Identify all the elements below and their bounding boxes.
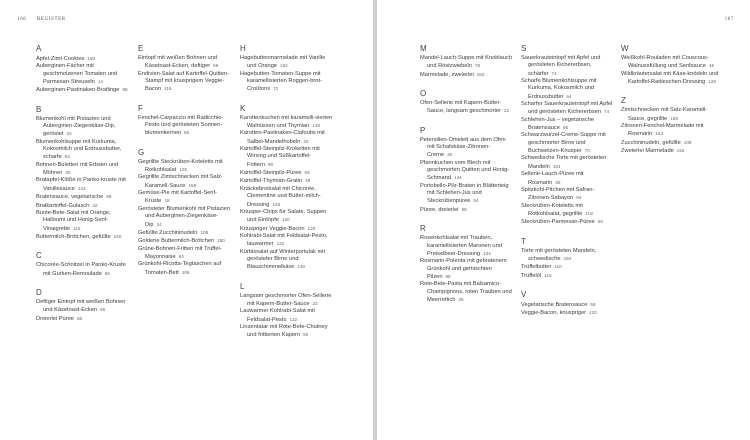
index-section bbox=[420, 126, 514, 214]
entry-page-number: 24 bbox=[156, 221, 162, 227]
index-entry bbox=[521, 187, 615, 203]
entry-title: Gefüllte Zucchininudeln bbox=[138, 229, 198, 236]
entry-title: Vegetarische Bratensauce bbox=[521, 301, 588, 308]
section-letter: C bbox=[36, 251, 42, 261]
section-letter: O bbox=[420, 89, 427, 99]
index-column bbox=[240, 44, 336, 350]
entry-page-number: 118 bbox=[164, 86, 172, 92]
entry-page-number: 154 bbox=[563, 255, 572, 261]
index-entry bbox=[36, 116, 128, 139]
entry-page-number: 56 bbox=[104, 270, 110, 276]
index-entry bbox=[240, 146, 336, 169]
index-entry bbox=[420, 71, 514, 79]
index-entry bbox=[240, 225, 336, 233]
entry-title: Zitronen-Fenchel-Marmelade mit Rosmarin bbox=[621, 123, 704, 138]
index-entry bbox=[521, 78, 615, 101]
entry-page-number: 56 bbox=[106, 194, 112, 200]
entry-title: Fenchel-Carpaccio mit Radicchio-Pesto und gerösteten Sonnen-blumenkernen bbox=[138, 114, 224, 137]
entry-title: Langsam geschmorter Ofen-Sellerie mit Kapern-Butter-Sauce bbox=[240, 292, 332, 307]
entry-title: Eintopf mit weißen Bohnen und Käsetoast-Ecken, deftiger bbox=[138, 55, 218, 70]
entry-title: Blumenkohlsuppe mit Kurkuma, Kokosmilch und Erdnussbutter, scharfe bbox=[36, 138, 122, 161]
index-entry bbox=[621, 147, 721, 155]
entry-page-number: 110 bbox=[544, 272, 552, 278]
left-page bbox=[0, 0, 373, 440]
index-entry bbox=[138, 246, 230, 262]
entry-page-number: 130 bbox=[281, 217, 290, 223]
index-entry bbox=[521, 272, 615, 280]
entry-page-number: 152 bbox=[676, 148, 685, 154]
entry-page-number: 72 bbox=[273, 86, 279, 92]
entry-title: Zimtschnecken mit Salz-Karamell-Sauce, gegrillte bbox=[621, 107, 708, 122]
index-entry bbox=[138, 190, 230, 206]
section-letter: S bbox=[521, 44, 527, 53]
entry-page-number: 28 bbox=[458, 296, 464, 302]
entry-title: Torte mit gerösteten Mandeln, schwedische bbox=[521, 247, 597, 262]
entry-title: Rote-Bete-Pasta mit Balsamico-Champignons, roten Trauben und Meerrettich bbox=[420, 281, 512, 303]
entry-title: Chicorée-Schnitzel in Panko-Kruste mit Gurken-Remoulade bbox=[36, 262, 126, 277]
entry-title: Kartoffel-Steinpilz-Püree bbox=[240, 170, 302, 177]
index-entry bbox=[240, 324, 336, 340]
entry-title: Karottenkuchen mit karamelli-sierten Walnüssen und Thymian bbox=[240, 114, 333, 130]
index-section bbox=[240, 104, 336, 272]
index-entry bbox=[138, 237, 230, 245]
entry-title: Ofen-Sellerie mit Kapern-Butter-Sauce, langsam geschmorter bbox=[420, 100, 502, 115]
index-entry bbox=[36, 202, 128, 210]
index-entry bbox=[621, 71, 721, 87]
entry-page-number: 142 bbox=[77, 185, 86, 191]
entry-page-number: 66 bbox=[213, 63, 219, 69]
entry-page-number: 86 bbox=[184, 130, 190, 136]
index-entry bbox=[521, 132, 615, 155]
index-entry bbox=[240, 169, 336, 177]
entry-page-number: 64 bbox=[64, 154, 70, 160]
entry-title: Kürbissalat auf Winterportulak mit gerösteter Birne und Blauschimmelkäse bbox=[240, 248, 326, 271]
index-entry bbox=[420, 137, 514, 160]
index-column bbox=[36, 44, 128, 333]
index-section bbox=[240, 44, 336, 94]
entry-title: Gegrillte Steckrüben-Koteletts mit Rotkohlsalat bbox=[138, 158, 223, 174]
index-section bbox=[420, 89, 514, 116]
entry-title: Steckrüben-Parmesan-Püree bbox=[521, 219, 595, 226]
entry-page-number: 48 bbox=[305, 178, 311, 184]
entry-page-number: 98 bbox=[445, 273, 451, 279]
entry-page-number: 64 bbox=[566, 93, 572, 99]
entry-page-number: 150 bbox=[217, 238, 225, 244]
entry-title: Bratensauce, vegetarische bbox=[36, 194, 104, 201]
entry-page-number: 70 bbox=[584, 148, 590, 154]
index-entry bbox=[621, 123, 721, 139]
entry-page-number: 56 bbox=[590, 301, 596, 307]
index-entry bbox=[240, 308, 336, 324]
index-entry bbox=[138, 115, 230, 138]
entry-title: Rosenkohlsalat mit Trauben, karamellisierten Maronen und Preiselbeer-Dressing bbox=[420, 235, 502, 257]
index-entry bbox=[420, 183, 514, 206]
entry-title: Marmelade, zweierlei bbox=[420, 71, 474, 78]
index-entry bbox=[138, 229, 230, 237]
entry-page-number: 22 bbox=[312, 300, 318, 306]
entry-page-number: 126 bbox=[708, 79, 717, 85]
index-entry bbox=[521, 301, 615, 309]
entry-page-number: 144 bbox=[454, 175, 462, 181]
entry-page-number: 66 bbox=[100, 307, 106, 313]
entry-title: Dreierlei Püree bbox=[36, 315, 74, 322]
entry-title: Knusper-Chips für Salate, Suppen und Eintöpfe bbox=[240, 208, 327, 224]
entry-page-number: 24 bbox=[66, 131, 72, 137]
index-section bbox=[240, 282, 336, 340]
entry-title: Blumenkohl mit Pistazien und Auberginen-Ziegenkäse-Dip, geröstet bbox=[36, 115, 116, 138]
entry-title: Püree, dreierlei bbox=[420, 206, 459, 213]
entry-title: Schlehen-Jus – vegetarische Bratensauce bbox=[521, 116, 595, 132]
index-entry bbox=[138, 71, 230, 94]
index-entry bbox=[240, 293, 336, 309]
entry-page-number: 148 bbox=[312, 123, 320, 129]
entry-title: Auberginen-Fächer mit geschmolzenen Tomaten und Parmesan-Streuseln bbox=[36, 63, 118, 86]
entry-title: Linsentatar mit Rote-Bete-Chutney und frittierten Kapern bbox=[240, 323, 328, 339]
section-letter: V bbox=[521, 289, 527, 299]
left-page-number: 166 bbox=[17, 17, 27, 22]
entry-title: Trüffelbutter bbox=[521, 264, 552, 271]
entry-title: Knäckebrotsalat mit Chicorée, Clementine und Butter-milch-Dressing bbox=[240, 185, 321, 208]
entry-page-number: 108 bbox=[683, 139, 692, 145]
section-letter: K bbox=[240, 103, 246, 113]
entry-title: Schwedische Torte mit gerösteten Mandeln bbox=[521, 155, 607, 170]
index-section bbox=[420, 224, 514, 304]
section-letter: D bbox=[36, 287, 42, 297]
entry-title: Grüne-Bohnen-Fritten mit Trüffel-Mayonnaise bbox=[138, 245, 222, 260]
index-entry bbox=[36, 55, 128, 63]
index-entry bbox=[521, 309, 615, 317]
index-entry bbox=[420, 55, 514, 71]
index-section bbox=[36, 288, 128, 323]
entry-page-number: 56 bbox=[562, 125, 569, 131]
entry-title: Pfannkuchen vom Blech mit geschmorten Quitten und Honig-Schmand bbox=[420, 159, 510, 182]
section-letter: Z bbox=[621, 96, 626, 106]
index-entry bbox=[420, 235, 514, 258]
entry-title: Knuspriger Veggie-Bacon bbox=[240, 225, 305, 232]
index-entry bbox=[420, 206, 514, 214]
entry-title: Schwarzwurzel-Creme-Suppe mit geschmorter Birne und Buchweizen-Knusper bbox=[521, 132, 606, 155]
entry-page-number: 150 bbox=[113, 233, 122, 239]
index-section bbox=[420, 44, 514, 79]
index-entry bbox=[521, 203, 615, 219]
index-entry bbox=[621, 107, 721, 123]
index-column bbox=[138, 44, 230, 287]
index-entry bbox=[36, 210, 128, 233]
entry-page-number: 59 bbox=[597, 219, 603, 225]
entry-page-number: 154 bbox=[552, 163, 561, 169]
index-entry bbox=[240, 233, 336, 249]
entry-title: Sauerkrauteintopf mit Apfel und gerösteten Kichererbsen, schärfer bbox=[521, 55, 601, 77]
index-entry bbox=[521, 171, 615, 187]
section-letter: F bbox=[138, 103, 143, 113]
running-header: REGISTER bbox=[37, 17, 66, 22]
section-letter: E bbox=[138, 44, 144, 53]
index-entry bbox=[240, 177, 336, 185]
entry-page-number: 122 bbox=[289, 316, 298, 322]
entry-title: Spitzkohl-Pitchen mit Safran-Zitronen-Sabayon bbox=[521, 186, 595, 202]
entry-page-number: 46 bbox=[708, 63, 715, 69]
index-section bbox=[138, 104, 230, 138]
index-entry bbox=[420, 100, 514, 116]
entry-title: Lauwarmer Kohlrabi-Salat mit Feldsalat-Pesto bbox=[240, 308, 315, 323]
entry-page-number: 74 bbox=[551, 70, 557, 76]
entry-title: Kohlrabi-Salat mit Feldsalat-Pesto, lauwarmer bbox=[240, 232, 328, 248]
entry-title: Bunte-Bete-Salat mit Orange, Halloumi und Honig-Senf-Vinaigrette bbox=[36, 209, 111, 232]
index-entry bbox=[36, 86, 128, 94]
entry-title: Karotten-Pastinaken-Clafoutis mit Salbei-Mandelhobeln bbox=[240, 130, 325, 145]
index-entry bbox=[36, 193, 128, 201]
right-page-number: 167 bbox=[724, 17, 734, 22]
entry-page-number: 158 bbox=[188, 182, 197, 188]
entry-page-number: 58 bbox=[76, 315, 83, 321]
index-entry bbox=[240, 130, 336, 146]
entry-page-number: 14 bbox=[97, 79, 103, 85]
index-section bbox=[36, 251, 128, 278]
index-entry bbox=[521, 263, 615, 271]
index-entry bbox=[138, 55, 230, 71]
section-letter: P bbox=[420, 125, 426, 135]
entry-title: Trüffelöl bbox=[521, 272, 542, 279]
index-entry bbox=[240, 71, 336, 94]
entry-page-number: 134 bbox=[483, 250, 491, 256]
entry-title: Bratapfel-Klöße in Panko-kruste mit Vanillesauce bbox=[36, 177, 126, 192]
entry-title: Petersilien-Omelett aus dem Ofen mit Schafskäse-Zitronen-Creme bbox=[420, 136, 506, 159]
entry-page-number: 74 bbox=[604, 109, 610, 115]
entry-title: Grünkohl-Ricotta-Tegtaschen auf Tomaten-Bett bbox=[138, 261, 222, 276]
index-section bbox=[521, 237, 615, 280]
entry-title: Hagebuttenmarmelade mit Vanille und Orange bbox=[240, 55, 326, 70]
entry-title: Rosmarin-Polenta mit gebratenem Grünkohl und gemischten Pilzen bbox=[420, 258, 507, 280]
entry-page-number: 108 bbox=[200, 229, 209, 235]
entry-page-number: 153 bbox=[655, 131, 664, 137]
entry-title: Apfel-Zimt-Cookies bbox=[36, 56, 85, 62]
entry-title: Portobello-Pilz-Braten in Blätterteig mit Schlehen-Jus und Steckrübenpüree bbox=[420, 182, 509, 205]
entry-page-number: 54 bbox=[473, 198, 479, 204]
index-section bbox=[621, 96, 721, 155]
entry-title: Auberginen-Pastinaken-Bratlinge bbox=[36, 87, 120, 94]
entry-title: Gegrillte Zimtschnecken mit Salz-Karamell-Sauce bbox=[138, 174, 223, 189]
index-entry bbox=[138, 261, 230, 277]
entry-title: Kartoffel-Steinpilz-Kroketten mit Wirsing und Süßkartoffel-Frittern bbox=[240, 146, 320, 168]
entry-title: Kartoffel-Thymian-Gratin bbox=[240, 178, 303, 185]
entry-page-number: 126 bbox=[272, 201, 281, 207]
index-entry bbox=[521, 248, 615, 264]
entry-page-number: 22 bbox=[503, 108, 510, 114]
entry-title: Veggie-Bacon, knuspriger bbox=[521, 310, 587, 317]
index-entry bbox=[240, 55, 336, 71]
entry-page-number: 30 bbox=[447, 152, 453, 158]
section-letter: L bbox=[240, 281, 245, 291]
index-entry bbox=[36, 315, 128, 323]
entry-page-number: 106 bbox=[181, 269, 190, 275]
entry-page-number: 102 bbox=[585, 210, 594, 216]
index-entry bbox=[420, 258, 514, 281]
index-section bbox=[138, 148, 230, 277]
entry-title: Bratkartoffel-Gulasch bbox=[36, 202, 90, 209]
index-entry bbox=[36, 262, 128, 278]
section-letter: G bbox=[138, 147, 145, 157]
entry-title: Wildkräutersalat mit Käse-knödeln und Kartoffel-Radieschen-Dressing bbox=[621, 70, 719, 86]
index-section bbox=[36, 44, 128, 95]
entry-page-number: 40 bbox=[65, 170, 71, 176]
index-entry bbox=[420, 281, 514, 304]
index-entry bbox=[521, 117, 615, 133]
index-entry bbox=[138, 159, 230, 175]
entry-page-number: 42 bbox=[92, 202, 98, 208]
index-entry bbox=[621, 55, 721, 71]
index-column bbox=[420, 44, 514, 314]
entry-title: Bohnen-Buletten mit Erbsen und Möhren bbox=[36, 161, 119, 177]
entry-page-number: 158 bbox=[670, 115, 678, 121]
entry-page-number: 102 bbox=[179, 167, 187, 173]
entry-page-number: 58 bbox=[461, 206, 467, 212]
index-entry bbox=[138, 206, 230, 229]
index-entry bbox=[240, 186, 336, 209]
index-entry bbox=[420, 160, 514, 183]
entry-title: Mandel-Lauch-Suppe mit Knoblauch und Röstzwiebeln bbox=[420, 55, 513, 70]
index-entry bbox=[36, 139, 128, 162]
section-letter: B bbox=[36, 104, 42, 114]
index-section bbox=[36, 105, 128, 242]
entry-page-number: 59 bbox=[555, 179, 561, 185]
entry-title: Hagebutten-Tomaten-Suppe mit karamellisierten Roggen-brot-Croûtons bbox=[240, 70, 322, 93]
index-entry bbox=[36, 233, 128, 241]
index-entry bbox=[621, 139, 721, 147]
entry-title: Deftiger Eintopf mit weißen Bohnen und Käsetoast-Ecken bbox=[36, 298, 126, 314]
entry-page-number: 16 bbox=[303, 138, 309, 144]
index-entry bbox=[521, 155, 615, 171]
index-column bbox=[521, 44, 615, 328]
index-entry bbox=[240, 115, 336, 131]
entry-title: Sellerie-Lauch-Püree mit Rosmarin bbox=[521, 171, 584, 186]
index-section bbox=[138, 44, 230, 94]
index-entry bbox=[240, 209, 336, 225]
index-entry bbox=[36, 162, 128, 178]
entry-page-number: 116 bbox=[73, 225, 81, 231]
index-entry bbox=[521, 55, 615, 78]
index-entry bbox=[36, 177, 128, 193]
entry-page-number: 88 bbox=[122, 87, 128, 93]
entry-page-number: 59 bbox=[304, 170, 310, 176]
index-entry bbox=[521, 101, 615, 117]
entry-title: Zucchininudeln, gefüllte bbox=[621, 139, 681, 146]
entry-page-number: 94 bbox=[576, 195, 582, 201]
entry-page-number: 152 bbox=[476, 71, 485, 77]
index-entry bbox=[521, 218, 615, 226]
entry-title: Scharfe Blumenkohlsuppe mit Kurkuma, Kokosmilch und Erdnussbutter bbox=[521, 78, 597, 100]
index-section bbox=[621, 44, 721, 86]
entry-title: Buttermilch-Brötchen, gefüllte bbox=[36, 233, 111, 240]
index-entry bbox=[138, 174, 230, 190]
section-letter: W bbox=[621, 44, 629, 53]
entry-title: Scharfer Sauerkrauteintopf mit Apfel und gerösteten Kichererbsen bbox=[521, 101, 613, 116]
index-column bbox=[621, 44, 721, 165]
entry-title: Goldene Buttermilch-Brötchen bbox=[138, 238, 215, 245]
entry-page-number: 90 bbox=[268, 161, 274, 167]
entry-page-number: 130 bbox=[297, 264, 306, 270]
index-section bbox=[521, 44, 615, 227]
entry-page-number: 110 bbox=[554, 264, 562, 270]
entry-page-number: 84 bbox=[178, 253, 184, 259]
section-letter: A bbox=[36, 44, 42, 53]
section-letter: T bbox=[521, 236, 526, 246]
entry-page-number: 152 bbox=[280, 63, 288, 69]
right-page bbox=[377, 0, 750, 440]
entry-title: Steckrüben-Koteletts mit Rotkohlsalat, gegrillte bbox=[521, 202, 583, 217]
entry-title: Gemüse-Pie mit Kartoffel-Senf-Kruste bbox=[138, 190, 217, 205]
entry-page-number: 78 bbox=[474, 63, 481, 69]
entry-page-number: 120 bbox=[307, 225, 316, 231]
entry-page-number: 122 bbox=[276, 241, 285, 247]
index-entry bbox=[36, 63, 128, 86]
entry-page-number: 50 bbox=[303, 332, 309, 338]
entry-page-number: 18 bbox=[164, 198, 170, 204]
entry-title: Gerösteter Blumenkohl mit Pistazien und Auberginen-Ziegenkäse-Dip bbox=[138, 205, 230, 228]
section-letter: M bbox=[420, 44, 427, 53]
entry-page-number: 100 bbox=[87, 56, 96, 61]
section-letter: R bbox=[420, 224, 426, 234]
index-entry bbox=[240, 249, 336, 272]
entry-title: Weißkohl-Rouladen mit Couscous-Walnussfüllung und Senfsauce bbox=[621, 55, 709, 70]
index-section bbox=[521, 290, 615, 318]
section-letter: H bbox=[240, 44, 246, 53]
entry-title: Endivien-Salat auf Kartoffel-Quitten-Stampf mit knusprigem Veggie-Bacon bbox=[138, 70, 229, 93]
entry-page-number: 120 bbox=[589, 310, 597, 316]
index-entry bbox=[36, 299, 128, 315]
entry-title: Zweierlei Marmelade bbox=[621, 148, 674, 155]
